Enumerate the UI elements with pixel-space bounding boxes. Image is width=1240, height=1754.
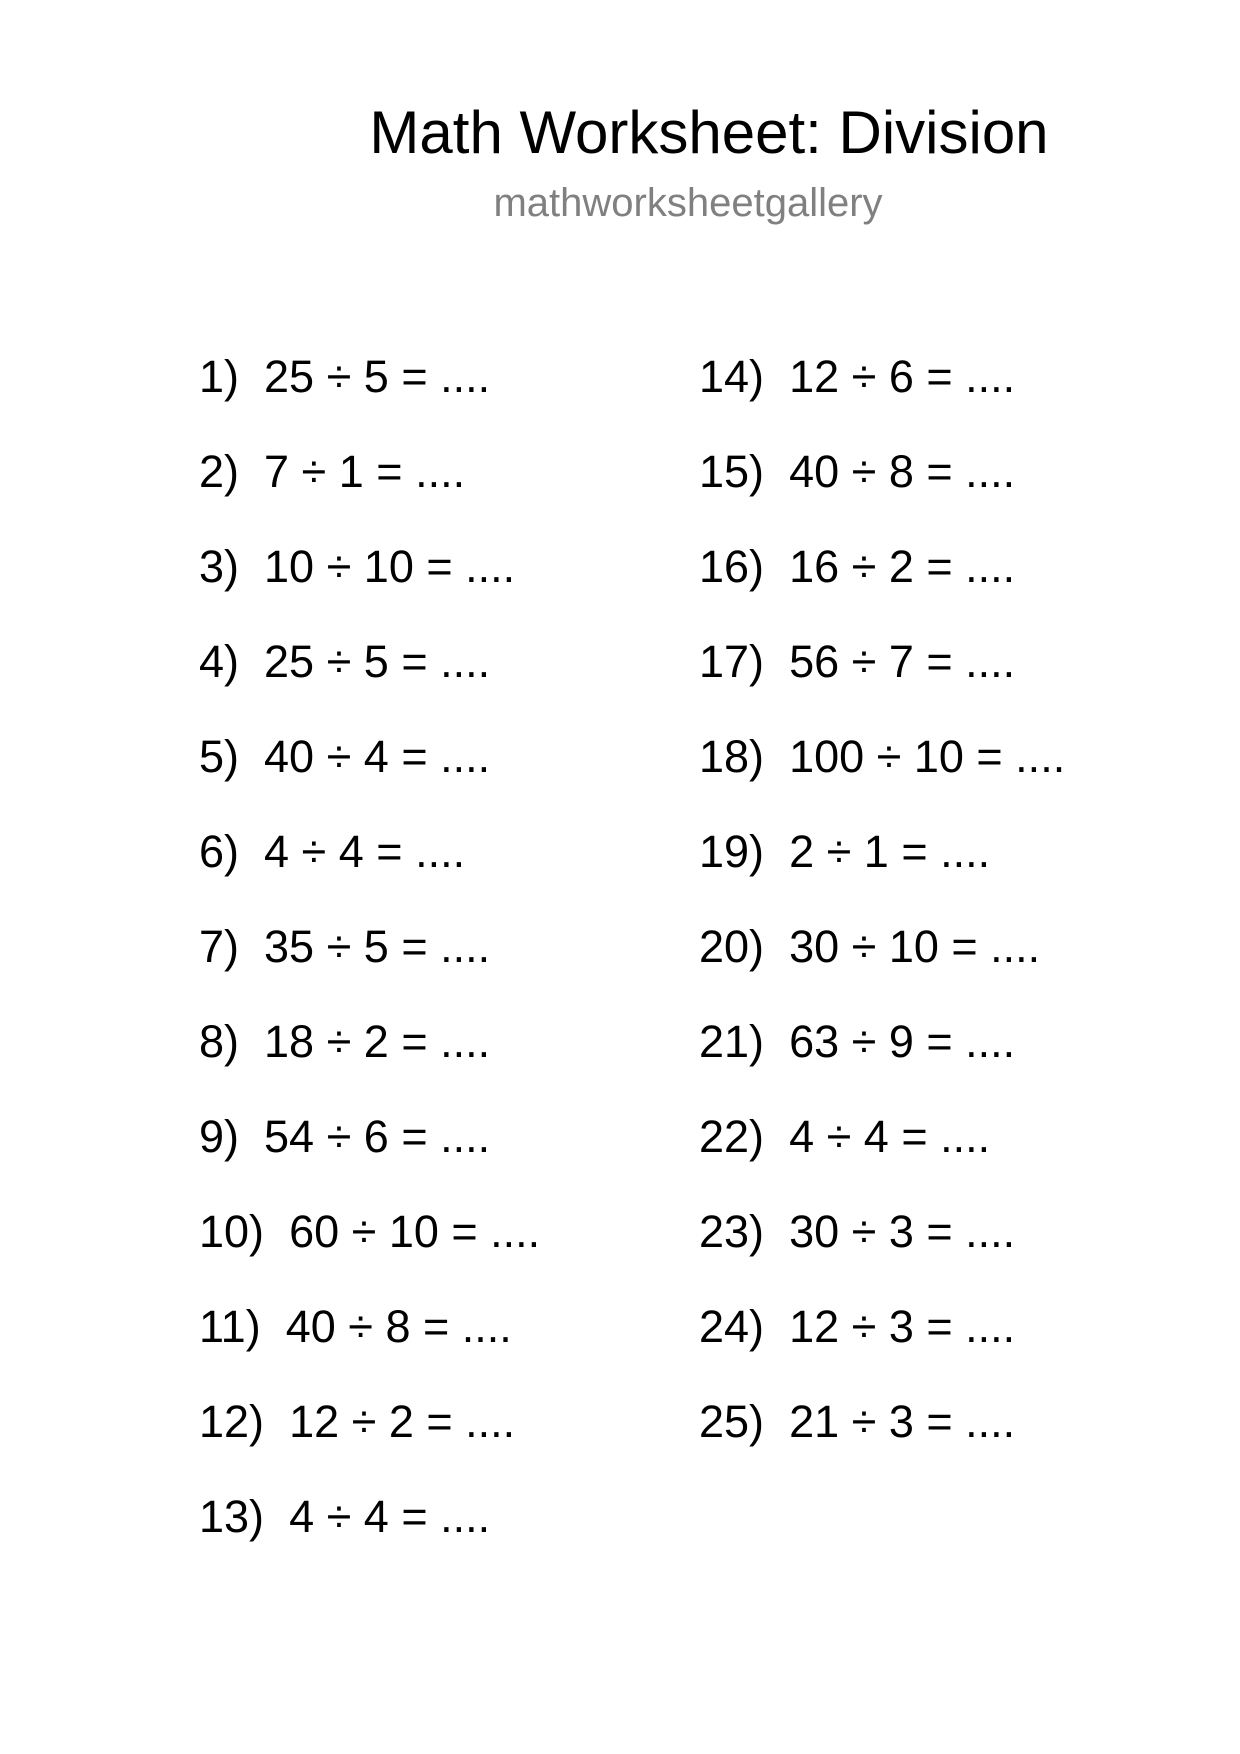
problem-expression: 12 ÷ 3 = ....: [789, 1301, 1016, 1352]
problem-item: [199, 351, 540, 446]
problem-expression: 4 ÷ 4 = ....: [789, 1111, 991, 1162]
problem-item: [699, 636, 1065, 731]
worksheet-title: Math Worksheet: Division: [369, 99, 1049, 166]
problem-expression: 100 ÷ 10 = ....: [789, 731, 1066, 782]
problem-item: [199, 1396, 540, 1491]
problem-number: 15): [699, 446, 765, 497]
problem-number: 25): [699, 1396, 765, 1447]
problem-item: [699, 826, 1065, 921]
problem-item: [699, 1396, 1065, 1491]
problem-item: [199, 826, 540, 921]
problem-expression: 25 ÷ 5 = ....: [264, 351, 491, 402]
problem-item: [199, 731, 540, 826]
problem-number: 17): [699, 636, 765, 687]
problem-item: [199, 921, 540, 1016]
problem-number: 21): [699, 1016, 765, 1067]
problem-expression: 56 ÷ 7 = ....: [789, 636, 1016, 687]
problem-item: [699, 1301, 1065, 1396]
problem-item: [699, 541, 1065, 636]
problem-item: [199, 636, 540, 731]
problem-expression: 21 ÷ 3 = ....: [789, 1396, 1016, 1447]
problem-expression: 18 ÷ 2 = ....: [264, 1016, 491, 1067]
problem-expression: 63 ÷ 9 = ....: [789, 1016, 1016, 1067]
problem-item: [699, 1111, 1065, 1206]
problem-number: 12): [199, 1396, 265, 1447]
problem-expression: 2 ÷ 1 = ....: [789, 826, 991, 877]
problem-number: 3): [199, 541, 240, 592]
problem-expression: 30 ÷ 10 = ....: [789, 921, 1041, 972]
problem-item: [199, 1301, 540, 1396]
problem-number: 16): [699, 541, 765, 592]
problem-number: 19): [699, 826, 765, 877]
problem-number: 1): [199, 351, 240, 402]
problems-right-column: [699, 351, 1065, 1491]
problem-expression: 35 ÷ 5 = ....: [264, 921, 491, 972]
problem-item: [199, 541, 540, 636]
problem-item: [199, 1491, 540, 1586]
problem-number: 13): [199, 1491, 265, 1542]
problem-number: 2): [199, 446, 240, 497]
problem-expression: 4 ÷ 4 = ....: [289, 1491, 491, 1542]
problem-expression: 54 ÷ 6 = ....: [264, 1111, 491, 1162]
problem-item: [699, 1016, 1065, 1111]
problem-item: [199, 1206, 540, 1301]
worksheet-subtitle: mathworksheetgallery: [493, 181, 883, 225]
problem-expression: 12 ÷ 2 = ....: [289, 1396, 516, 1447]
problem-expression: 16 ÷ 2 = ....: [789, 541, 1016, 592]
problem-number: 11): [199, 1301, 261, 1352]
problem-expression: 60 ÷ 10 = ....: [289, 1206, 541, 1257]
problem-item: [199, 1016, 540, 1111]
problem-number: 4): [199, 636, 240, 687]
problem-item: [699, 1206, 1065, 1301]
problem-number: 20): [699, 921, 765, 972]
problems-left-column: [199, 351, 540, 1586]
problem-expression: 40 ÷ 8 = ....: [285, 1301, 512, 1352]
problem-number: 8): [199, 1016, 240, 1067]
problem-number: 18): [699, 731, 765, 782]
problem-expression: 12 ÷ 6 = ....: [789, 351, 1016, 402]
problem-number: 5): [199, 731, 240, 782]
problem-expression: 4 ÷ 4 = ....: [264, 826, 466, 877]
problem-number: 23): [699, 1206, 765, 1257]
problem-expression: 7 ÷ 1 = ....: [264, 446, 466, 497]
problem-expression: 30 ÷ 3 = ....: [789, 1206, 1016, 1257]
problem-item: [199, 1111, 540, 1206]
problem-number: 7): [199, 921, 240, 972]
problem-number: 14): [699, 351, 765, 402]
problem-number: 24): [699, 1301, 765, 1352]
problem-expression: 25 ÷ 5 = ....: [264, 636, 491, 687]
problem-item: [699, 446, 1065, 541]
problem-item: [199, 446, 540, 541]
problem-number: 9): [199, 1111, 240, 1162]
problem-number: 6): [199, 826, 240, 877]
problem-item: [699, 351, 1065, 446]
problem-item: [699, 921, 1065, 1016]
problem-expression: 10 ÷ 10 = ....: [264, 541, 516, 592]
problem-expression: 40 ÷ 4 = ....: [264, 731, 491, 782]
problem-number: 22): [699, 1111, 765, 1162]
problem-number: 10): [199, 1206, 265, 1257]
problem-expression: 40 ÷ 8 = ....: [789, 446, 1016, 497]
problem-item: [699, 731, 1065, 826]
